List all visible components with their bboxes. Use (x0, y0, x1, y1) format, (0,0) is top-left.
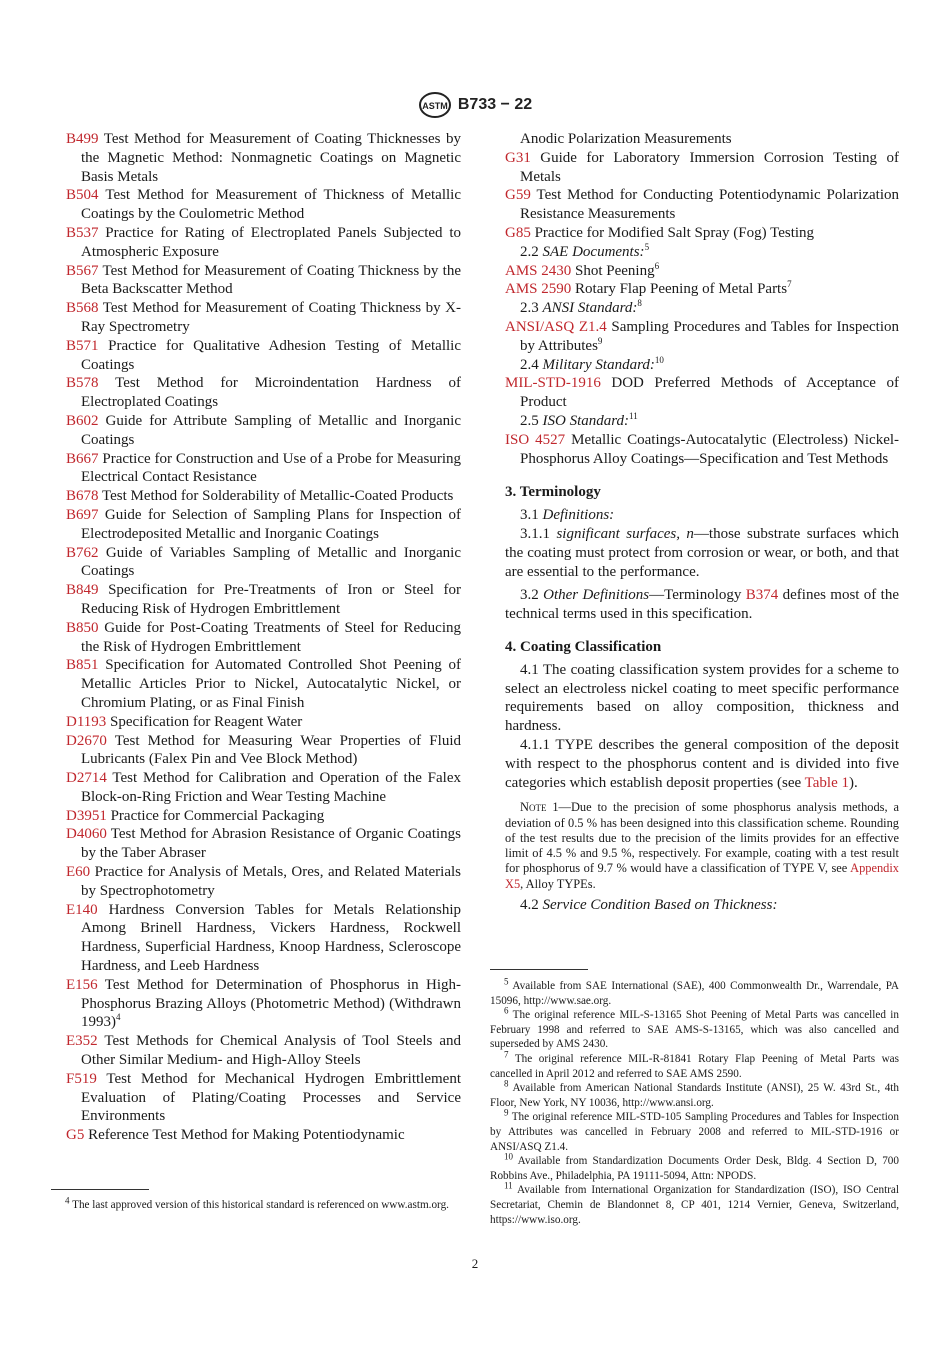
reference-item: B849 Specification for Pre-Treatments of Iron or Steel for Reducing Risk of Hydrogen Embrittlement (66, 582, 461, 617)
b374-link[interactable]: B374 (745, 587, 779, 604)
astm-logo-icon (418, 92, 452, 118)
reference-item: B851 Specification for Automated Controlled Shot Peening of Metallic Articles Prior to Nickel, Autocatalytic Nickel, or Chromium Plating, or as Final Finish (66, 657, 461, 711)
reference-link[interactable]: B567 (66, 262, 99, 279)
reference-item: E352 Test Methods for Chemical Analysis of Tool Steels and Other Similar Medium- and High-Alloy Steels (66, 1033, 461, 1069)
reference-item: G85 Practice for Modified Salt Spray (Fog) Testing (505, 224, 815, 241)
reference-item: AMS 2590 Rotary Flap Peening of Metal Parts$^7$ (505, 279, 792, 298)
reference-link[interactable]: B678 (66, 488, 99, 505)
reference-link[interactable]: B851 (66, 657, 99, 674)
reference-link[interactable]: B850 (66, 619, 99, 636)
astm-logo-text: ASTM (422, 101, 448, 111)
reference-item: B568 Test Method for Measurement of Coating Thickness by X-Ray Spectrometry (66, 300, 461, 335)
reference-item: AMS 2430 Shot Peening$^6$ (505, 260, 660, 279)
reference-link[interactable]: E60 (66, 864, 91, 881)
page-number: 2 (471, 1256, 479, 1271)
reference-item: B499 Test Method for Measurement of Coating Thicknesses by the Magnetic Method: Nonmagnetic Coatings on Magnetic Basis Metals (66, 131, 461, 185)
reference-link[interactable]: D2714 (66, 770, 107, 787)
section-3-1-1: 3.1.1 significant surfaces, n—those substrate surfaces which the coating must protect from corrosion or wear, or both, and that are essential to the performance. (505, 525, 900, 580)
reference-link[interactable]: G59 (505, 187, 531, 204)
reference-item: B697 Guide for Selection of Sampling Plans for Inspection of Electrodeposited Metallic and Inorganic Coatings (66, 506, 461, 542)
section-4-2: 4.2 Service Condition Based on Thickness: (520, 897, 778, 914)
footnote: $^8$ Available from American National Standards Institute (ANSI), 25 W. 43rd St., 4th Floor, New York, NY 10036, http://www.ansi.org. (490, 1078, 899, 1109)
footnotes-right (490, 976, 899, 1227)
reference-link[interactable]: G5 (66, 1127, 85, 1144)
section-2-5: 2.5 ISO Standard:$^{11}$ (520, 410, 638, 429)
table-1-link[interactable]: Table 1 (804, 774, 849, 791)
reference-item: D2670 Test Method for Measuring Wear Properties of Fluid Lubricants (Falex Pin and Vee Block Method) (66, 732, 461, 768)
reference-link[interactable]: G85 (505, 224, 531, 241)
footnote: $^7$ The original reference MIL-R-81841 Rotary Flap Peening of Metal Parts was cancelled in April 2012 and referred to SAE AMS 2590. (490, 1049, 899, 1080)
designation: B733 − 22 (457, 96, 533, 113)
reference-item: B762 Guide of Variables Sampling of Metallic and Inorganic Coatings (66, 544, 461, 580)
reference-link[interactable]: D4060 (66, 826, 107, 843)
reference-link[interactable]: MIL-STD-1916 (505, 375, 601, 392)
section-4-1-1: 4.1.1 TYPE describes the general composition of the deposit with respect to the phosphorus content and is divided into five categories which establish deposit properties (see Table 1). (505, 736, 899, 791)
note-1: Note 1—Due to the precision of some phosphorus analysis methods, a deviation of 0.5 % has been designed into this classification scheme. Rounding of the test results due to the precision of the limits provides for an effective limit of 4.5 % and 9.5 %, respectively. For example, coating with a test result for phosphorus of 9.7 % would have a classification of TYPE V, see Appendix X5, Alloy TYPEs. (505, 800, 899, 891)
reference-item: G59 Test Method for Conducting Potentiodynamic Polarization Resistance Measurements (505, 187, 899, 223)
reference-item: G5 Reference Test Method for Making Potentiodynamic (66, 1127, 405, 1144)
reference-link[interactable]: B849 (66, 582, 99, 599)
reference-link[interactable]: B571 (66, 337, 99, 354)
reference-item: D3951 Practice for Commercial Packaging (66, 807, 325, 824)
reference-link[interactable]: E352 (66, 1033, 98, 1050)
reference-item: D1193 Specification for Reagent Water (66, 713, 303, 730)
reference-link[interactable]: B762 (66, 544, 99, 561)
section-2-3: 2.3 ANSI Standard:$^8$ (520, 298, 642, 317)
reference-item: F519 Test Method for Mechanical Hydrogen Embrittlement Evaluation of Plating/Coating Processes and Service Environments (66, 1070, 461, 1125)
reference-item: B850 Guide for Post-Coating Treatments of Steel for Reducing the Risk of Hydrogen Embrittlement (66, 619, 461, 655)
appendix-x5-link[interactable]: Appendix X5 (505, 861, 899, 891)
reference-item: G31 Guide for Laboratory Immersion Corrosion Testing of Metals (505, 149, 899, 185)
ref-continuation: Anodic Polarization Measurements (520, 131, 732, 147)
classification-heading: 4. Coating Classification (505, 638, 662, 655)
reference-link[interactable]: B499 (66, 131, 99, 147)
footnote: $^5$ Available from SAE International (SAE), 400 Commonwealth Dr., Warrendale, PA 15096, http://www.sae.org. (490, 976, 899, 1007)
section-2-2: 2.2 SAE Documents:$^5$ (520, 241, 650, 260)
reference-item: E156 Test Method for Determination of Phosphorus in High-Phosphorus Brazing Alloys (Photometric Method) (Withdrawn 1993)$^4$ (66, 976, 461, 1031)
footnote: $^6$ The original reference MIL-S-13165 Shot Peening of Metal Parts was cancelled in February 1998 and referred to SAE AMS-S-13165, which was also cancelled and superseded by AMS 2430. (490, 1005, 899, 1051)
reference-link[interactable]: B578 (66, 375, 99, 392)
reference-link[interactable]: D3951 (66, 807, 107, 824)
reference-link[interactable]: D2670 (66, 732, 107, 749)
reference-item: B667 Practice for Construction and Use of a Probe for Measuring Electrical Contact Resistance (66, 450, 461, 486)
reference-link[interactable]: AMS 2590 (505, 281, 572, 298)
reference-link[interactable]: G31 (505, 149, 531, 166)
reference-link[interactable]: B568 (66, 300, 99, 317)
reference-link[interactable]: E140 (66, 901, 98, 918)
reference-item: B578 Test Method for Microindentation Hardness of Electroplated Coatings (66, 375, 461, 411)
reference-link[interactable]: B504 (66, 187, 99, 204)
section-2-4: 2.4 Military Standard:$^{10}$ (520, 354, 664, 373)
reference-link[interactable]: B697 (66, 506, 99, 523)
footnote: $^9$ The original reference MIL-STD-105 Sampling Procedures and Tables for Inspection by Attributes was cancelled in February 2008 and referred to MIL-STD-1916 or ANSI/ASQ Z1.4. (490, 1107, 899, 1153)
footnote: $^{11}$ Available from International Organization for Standardization (ISO), ISO Central Secretariat, Chemin de Blandonnet 8, CP 401, 1214 Vernier, Geneva, Switzerland, https://www.iso.org. (490, 1180, 899, 1226)
reference-item: B537 Practice for Rating of Electroplated Panels Subjected to Atmospheric Exposure (66, 224, 461, 260)
footnote: $^{10}$ Available from Standardization Documents Order Desk, Bldg. 4 Section D, 700 Robbins Ave., Philadelphia, PA 19111-5094, Attn: NPODS. (490, 1151, 899, 1182)
reference-item: B678 Test Method for Solderability of Metallic-Coated Products (66, 488, 454, 505)
section-3-2: 3.2 Other Definitions—Terminology B374 defines most of the technical terms used in this specification. (505, 587, 899, 623)
reference-link[interactable]: B667 (66, 450, 99, 467)
reference-link[interactable]: ANSI/ASQ Z1.4 (505, 318, 607, 335)
reference-item: B567 Test Method for Measurement of Coating Thickness by the Beta Backscatter Method (66, 262, 461, 298)
footnote-rule-right (490, 969, 588, 970)
section-4-1: 4.1 The coating classification system provides for a scheme to select an electroless nickel coating to meet specific performance requirements based on alloy composition, thickness and hardness. (505, 661, 899, 735)
reference-item: B504 Test Method for Measurement of Thickness of Metallic Coatings by the Coulometric Method (66, 187, 461, 223)
footnote: $^4$ The last approved version of this historical standard is referenced on www.astm.org. (65, 1195, 449, 1211)
reference-link[interactable]: AMS 2430 (505, 262, 572, 279)
reference-link[interactable]: B602 (66, 412, 99, 429)
reference-item: MIL-STD-1916 DOD Preferred Methods of Acceptance of Product (505, 375, 899, 411)
terminology-heading: 3. Terminology (505, 484, 601, 501)
reference-item: E60 Practice for Analysis of Metals, Ores, and Related Materials by Spectrophotometry (66, 864, 461, 899)
reference-link[interactable]: E156 (66, 976, 98, 993)
reference-item: E140 Hardness Conversion Tables for Metals Relationship Among Brinell Hardness, Vickers Hardness, Rockwell Hardness, Superficial Hardness, Knoop Hardness, Scleroscope Hardness, and Leeb Hardness (66, 901, 461, 975)
reference-item: D4060 Test Method for Abrasion Resistance of Organic Coatings by the Taber Abraser (66, 826, 461, 862)
reference-item: ISO 4527 Metallic Coatings-Autocatalytic (Electroless) Nickel-Phosphorus Alloy Coatings—Specification and Test Methods (505, 431, 900, 467)
reference-item: B571 Practice for Qualitative Adhesion Testing of Metallic Coatings (66, 337, 461, 373)
reference-item: D2714 Test Method for Calibration and Operation of the Falex Block-on-Ring Friction and Wear Testing Machine (66, 770, 461, 805)
reference-link[interactable]: ISO 4527 (505, 431, 566, 448)
footnote-rule-left (51, 1189, 149, 1190)
right-column (505, 130, 899, 915)
reference-link[interactable]: B537 (66, 224, 99, 241)
reference-link[interactable]: D1193 (66, 713, 107, 730)
reference-item: ANSI/ASQ Z1.4 Sampling Procedures and Tables for Inspection by Attributes$^9$ (505, 318, 899, 354)
footnotes-left (51, 1195, 461, 1213)
reference-link[interactable]: F519 (66, 1070, 97, 1087)
section-3-1: 3.1 Definitions: (520, 507, 615, 524)
reference-item: B602 Guide for Attribute Sampling of Metallic and Inorganic Coatings (66, 412, 461, 448)
left-column (66, 130, 461, 1145)
page-header (0, 92, 950, 118)
